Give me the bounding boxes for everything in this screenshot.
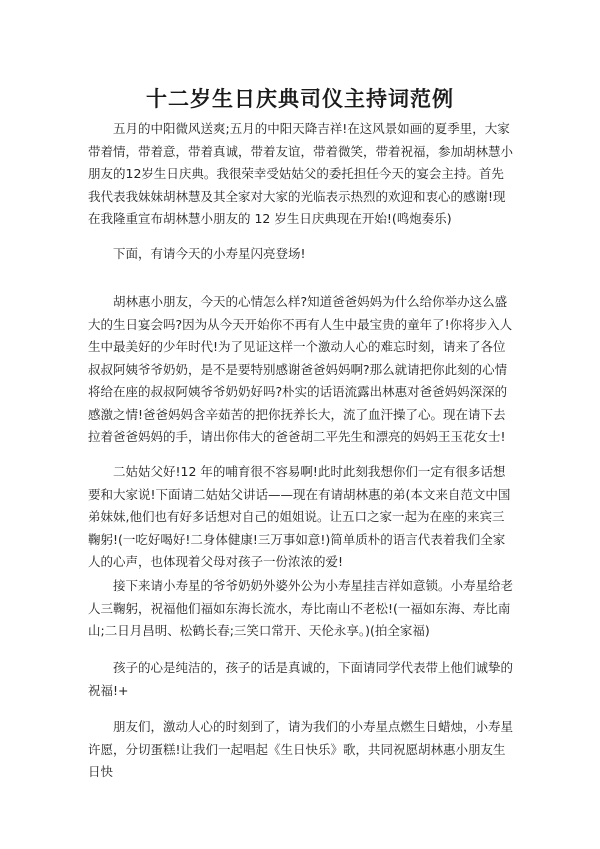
paragraph-thank-parents: 胡林惠小朋友，今天的心情怎么样?知道爸爸妈妈为什么给你举办这么盛大的生日宴会吗?因为从今天开始你不再有人生中最宝贵的童年了!你将步入人生中最美好的少年时代!为了见证这样一个激动人心的难忘时刻，请来了各位叔叔阿姨爷爷奶奶，是不是要特别感谢爸爸妈妈啊?那么就请把你此刻的心情将给在座的叔叔阿姨爷爷奶奶好吗?朴实的话语流露出林惠对爸爸妈妈深深的感激之情!爸爸妈妈含辛茹苦的把你抚养长大，流了血汗操了心。现在请下去拉着爸爸妈妈的手，请出你伟大的爸爸胡二平先生和漂亮的妈妈王玉花女士! [88, 294, 513, 444]
paragraph-birthday-candles: 朋友们，激动人心的时刻到了，请为我们的小寿星点燃生日蜡烛，小寿星许愿，分切蛋糕!让我们一起唱起《生日快乐》歌，共同祝愿胡林惠小朋友生日快 [88, 719, 514, 779]
page-title: 十二岁生日庆典司仪主持词范例 [146, 87, 454, 111]
paragraph-family-speech: 二姑姑父好!12 年的哺育很不容易啊!此时此刻我想你们一定有很多话想要和大家说!下面请二姑姑父讲话——现在有请胡林惠的弟(本文来自范文中国弟妹妹,他们也有好多话想对自己的姐姐说。让五口之家一起为在座的来宾三鞠躬!(一吃好喝好!二身体健康!三万事如意!)简单质朴的语言代表着我们全家人的心声，也体现着父母对孩子一份浓浓的爱! [88, 464, 511, 569]
paragraph-introduce-birthday-star: 下面，有请今天的小寿星闪亮登场! [113, 246, 306, 261]
paragraph-grandparents-blessing: 接下来请小寿星的爷爷奶奶外婆外公为小寿星挂吉祥如意锁。小寿星给老人三鞠躬，祝福他们福如东海长流水，寿比南山不老松!(一福如东海、寿比南山;二日月昌明、松鹤长春;三笑口常开、天伦永享。)(拍全家福) [88, 578, 514, 638]
paragraph-classmates-blessing: 孩子的心是纯洁的，孩子的话是真诚的，下面请同学代表带上他们诚挚的祝福!+ [88, 660, 514, 698]
paragraph-opening: 五月的中阳微风送爽;五月的中阳天降吉祥!在这风景如画的夏季里，大家带着情，带着意，带着真诚，带着友谊，带着微笑，带着祝福，参加胡林慧小朋友的12岁生日庆典。我很荣幸受姑姑父的委托担任今天的宴会主持。首先我代表我妹妹胡林慧及其全家对大家的光临表示热烈的欢迎和衷心的感谢!现在我隆重宣布胡林慧小朋友的 12 岁生日庆典现在开始!(鸣炮奏乐) [88, 121, 514, 226]
